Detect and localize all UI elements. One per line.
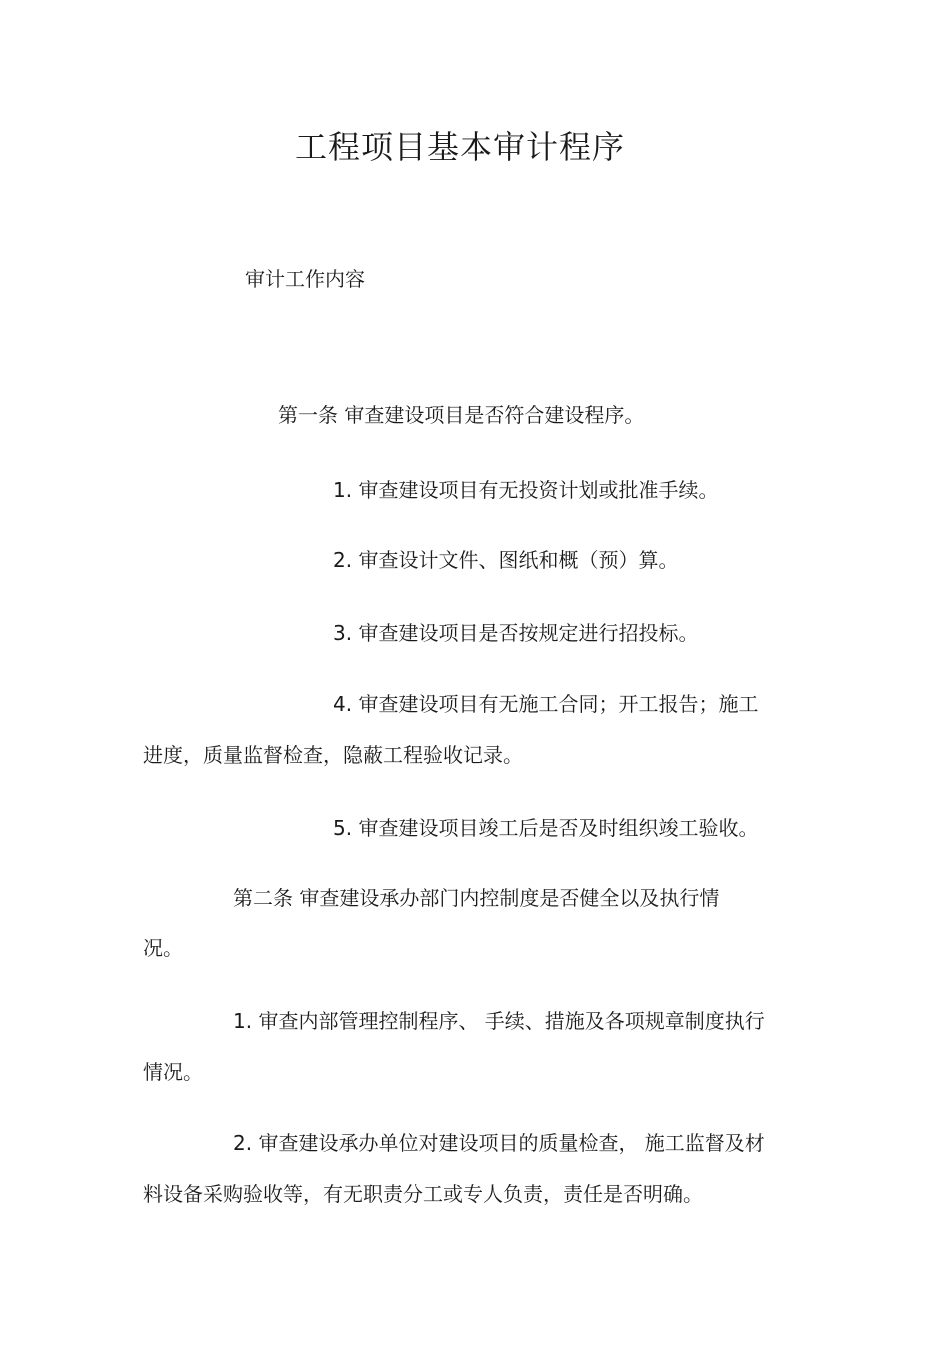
document-title: 工程项目基本审计程序: [294, 128, 625, 166]
article-2-heading-line-1: 第二条 审查建设承办部门内控制度是否健全以及执行情: [233, 886, 720, 910]
article-2-item-1-line-1: 1. 审查内部管理控制程序、 手续、措施及各项规章制度执行: [233, 1009, 765, 1033]
article-1-item-2: 2. 审查设计文件、图纸和概（预）算。: [333, 548, 679, 572]
article-1-item-4-line-1: 4. 审查建设项目有无施工合同；开工报告；施工: [333, 692, 759, 716]
article-1-item-5: 5. 审查建设项目竣工后是否及时组织竣工验收。: [333, 816, 759, 840]
section-heading: 审计工作内容: [245, 267, 365, 291]
article-2-item-1-line-2: 情况。: [143, 1060, 203, 1084]
article-2-item-2-line-1: 2. 审查建设承办单位对建设项目的质量检查， 施工监督及材: [233, 1131, 765, 1155]
article-1-item-1: 1. 审查建设项目有无投资计划或批准手续。: [333, 478, 719, 502]
article-1-item-3: 3. 审查建设项目是否按规定进行招投标。: [333, 621, 699, 645]
article-2-item-2-line-2: 料设备采购验收等，有无职责分工或专人负责，责任是否明确。: [143, 1182, 703, 1206]
article-1-heading: 第一条 审查建设项目是否符合建设程序。: [278, 403, 645, 427]
article-1-item-4-line-2: 进度，质量监督检查，隐蔽工程验收记录。: [143, 743, 523, 767]
article-2-heading-line-2: 况。: [143, 936, 183, 960]
